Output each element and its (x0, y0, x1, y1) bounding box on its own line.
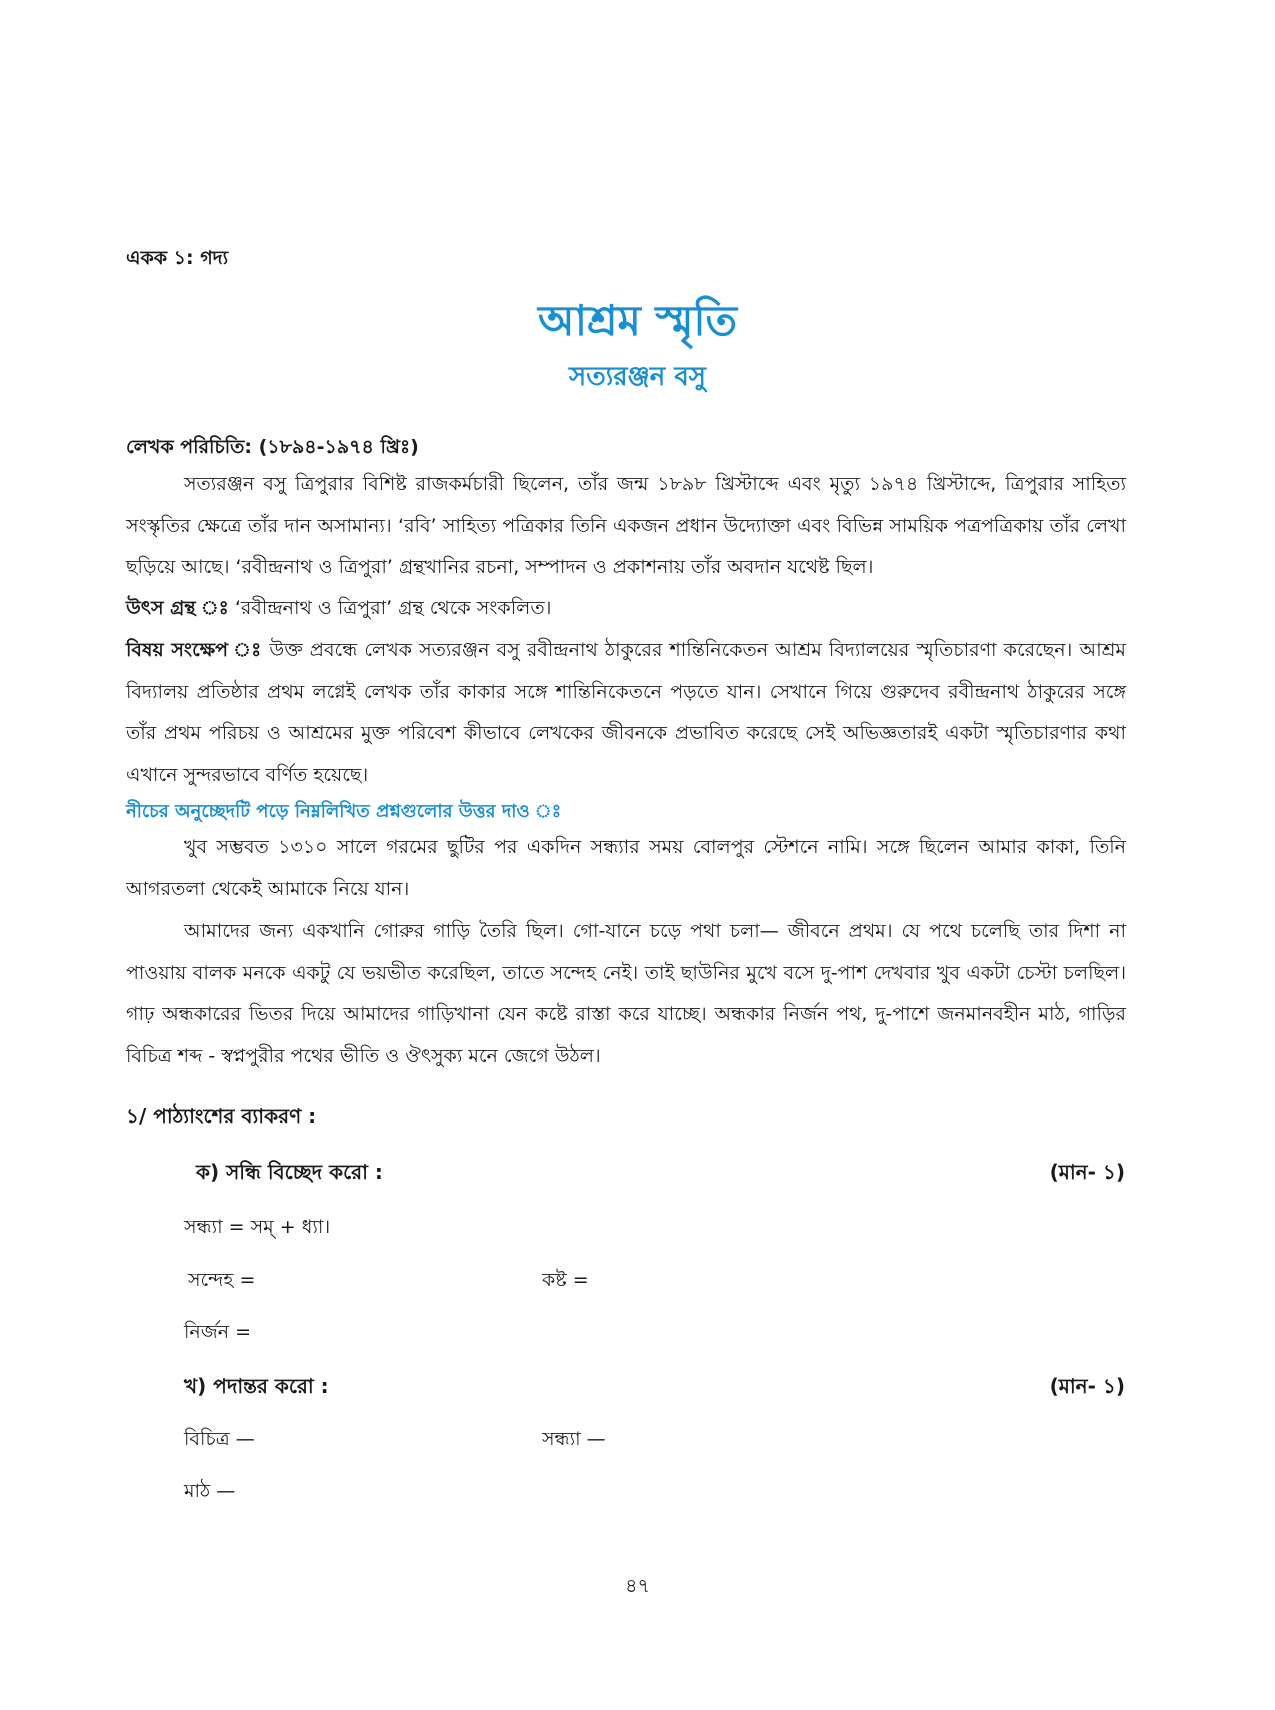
passage-paragraph-2 (126, 911, 1126, 1077)
instruction-text: নীচের অনুচ্ছেদটি পড়ে নিম্নলিখিত প্রশ্নগুলোর উত্তর দাও ঃ (126, 801, 562, 822)
sandhi-example: সন্ধ্যা = সম্ + ধ্যা। (184, 1216, 331, 1238)
sandhi-heading: ক) সন্ধি বিচ্ছেদ করো : (196, 1160, 383, 1184)
source-line (126, 588, 1126, 630)
summary-block (126, 630, 1126, 796)
padantor-item-2: সন্ধ্যা — (542, 1428, 606, 1450)
passage-text-1: খুব সম্ভবত ১৩১০ সালে গরমের ছুটির পর একদিন সন্ধ্যার সময় বোলপুর স্টেশনে নামি। সঙ্গে ছিলেন আমার কাকা, তিনি আগরতলা থেকেই আমাকে নিয়ে যান। (126, 836, 1126, 900)
author-intro-heading: লেখক পরিচিতি: (১৮৯৪-১৯৭৪ খ্রিঃ) (126, 436, 419, 458)
author-intro-paragraph: সত্যরঞ্জন বসু ত্রিপুরার বিশিষ্ট রাজকর্মচারী ছিলেন, তাঁর জন্ম ১৮৯৮ খ্রিস্টাব্দে এবং মৃত্যু ১৯৭৪ খ্রিস্টাব্দে, ত্রিপুরার সাহিত্য সংস্কৃতির ক্ষেত্রে তাঁর দান অসামান্য। ‘রবি’ সাহিত্য পত্রিকার তিনি একজন প্রধান উদ্যোক্তা এবং বিভিন্ন সাময়িক পত্রপত্রিকায় তাঁর লেখা ছড়িয়ে আছে। ‘রবীন্দ্রনাথ ও ত্রিপুরা’ গ্রন্থখানির রচনা, সম্পাদন ও প্রকাশনায় তাঁর অবদান যথেষ্ট ছিল। (126, 473, 1126, 578)
padantor-item-3: মাঠ — (184, 1480, 236, 1502)
sandhi-marks: (মান- ১) (1049, 1160, 1125, 1184)
padantor-marks: (মান- ১) (1049, 1374, 1125, 1398)
padantor-heading: খ) পদান্তর করো : (184, 1374, 329, 1398)
passage-text-2: আমাদের জন্য একখানি গোরুর গাড়ি তৈরি ছিল। গো-যানে চড়ে পথা চলা— জীবনে প্রথম। যে পথে চলেছি তার দিশা না পাওয়ায় বালক মনকে একটু যে ভয়ভীত করেছিল, তাতে সন্দেহ নেই। তাই ছাউনির মুখে বসে দু-পাশ দেখবার খুব একটা চেস্টা চলছিল। গাঢ় অন্ধকারের ভিতর দিয়ে আমাদের গাড়িখানা যেন কষ্টে রাস্তা করে যাচ্ছে। অন্ধকার নির্জন পথ, দু-পাশে জনমানবহীন মাঠ, গাড়ির বিচিত্র শব্দ - স্বপ্নপুরীর পথের ভীতি ও ঔৎসুক্য মনে জেগে উঠল। (126, 920, 1126, 1067)
author-intro-text (126, 464, 1126, 589)
grammar-heading: ১/ পাঠ্যাংশের ব্যাকরণ : (126, 1104, 317, 1128)
passage-paragraph-1 (126, 827, 1126, 910)
sandhi-item-2: কষ্ট = (542, 1269, 589, 1291)
summary-text: উক্ত প্রবন্ধে লেখক সত্যরঞ্জন বসু রবীন্দ্রনাথ ঠাকুরের শান্তিনিকেতন আশ্রম বিদ্যালয়ের স্মৃতিচারণা করেছেন। আশ্রম বিদ্যালয় প্রতিষ্ঠার প্রথম লগ্নেই লেখক তাঁর কাকার সঙ্গে শান্তিনিকেতনে পড়তে যান। সেখানে গিয়ে গুরুদেব রবীন্দ্রনাথ ঠাকুরের সঙ্গে তাঁর প্রথম পরিচয় ও আশ্রমের মুক্ত পরিবেশ কীভাবে লেখকের জীবনকে প্রভাবিত করেছে সেই অভিজ্ঞতারই একটা স্মৃতিচারণার কথা এখানে সুন্দরভাবে বর্ণিত হয়েছে। (126, 639, 1126, 786)
unit-label: একক ১: গদ্য (126, 247, 229, 269)
source-label: উৎস গ্রন্থ ঃ (126, 597, 229, 619)
chapter-title: আশ্রম স্মৃতি (537, 296, 738, 345)
source-text: ‘রবীন্দ্রনাথ ও ত্রিপুরা’ গ্রন্থ থেকে সংকলিত। (234, 597, 552, 619)
padantor-item-1: বিচিত্র — (184, 1428, 255, 1450)
summary-label: বিষয় সংক্ষেপ ঃ (126, 639, 263, 661)
sandhi-item-1: সন্দেহ = (188, 1269, 256, 1291)
sandhi-item-3: নির্জন = (184, 1321, 252, 1343)
page-number: ৪৭ (625, 1575, 650, 1597)
author-name: সত্যরঞ্জন বসু (569, 362, 706, 392)
